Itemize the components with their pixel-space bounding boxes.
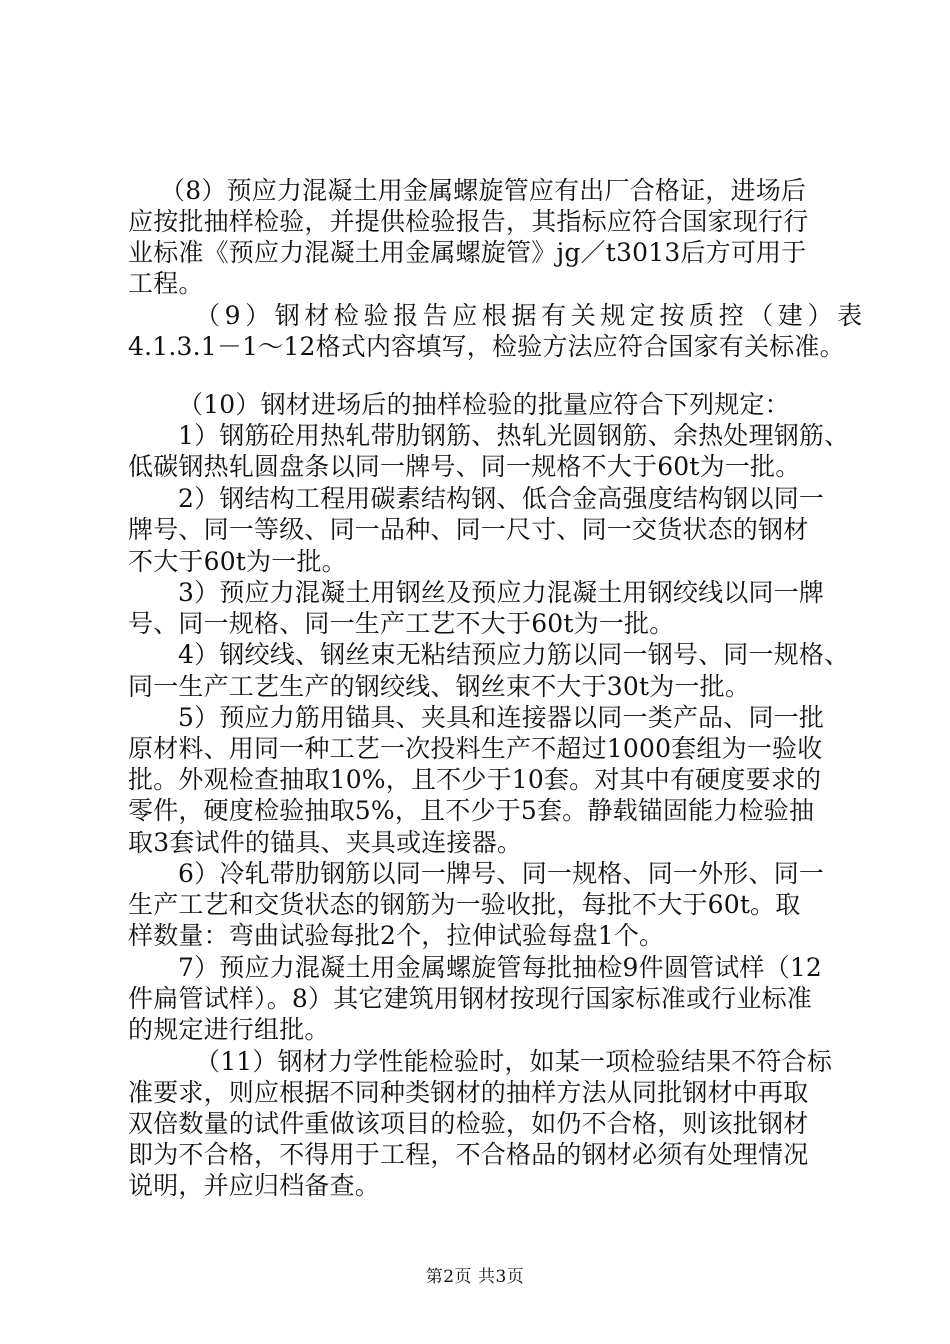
text-line: （10）钢材进场后的抽样检验的批量应符合下列规定： [178, 390, 790, 419]
text-line: 样数量：弯曲试验每批2个，拉伸试验每盘1个。 [128, 921, 665, 950]
text-line: 低碳钢热轧圆盘条以同一牌号、同一规格不大于60t为一批。 [128, 452, 801, 481]
page-number-footer: 第2页 共3页 [425, 1267, 525, 1287]
text-line: 号、同一规格、同一生产工艺不大于60t为一批。 [128, 609, 675, 638]
text-line: 不大于60t为一批。 [128, 547, 347, 576]
text-line: 同一生产工艺生产的钢绞线、钢丝束不大于30t为一批。 [128, 672, 751, 701]
text-line: 取3套试件的锚具、夹具或连接器。 [128, 828, 523, 857]
text-line: 件扁管试样）。8）其它建筑用钢材按现行国家标准或行业标准 [128, 984, 813, 1013]
text-line: 1）钢筋砼用热轧带肋钢筋、热轧光圆钢筋、余热处理钢筋、 [178, 421, 850, 450]
text-line: 说明，并应归档备查。 [128, 1171, 381, 1200]
text-line: 原材料、用同一种工艺一次投料生产不超过1000套组为一验收 [128, 734, 823, 763]
text-line: 双倍数量的试件重做该项目的检验，如仍不合格，则该批钢材 [128, 1109, 809, 1138]
text-line: 6）冷轧带肋钢筋以同一牌号、同一规格、同一外形、同一 [178, 859, 825, 888]
text-line: 3）预应力混凝土用钢丝及预应力混凝土用钢绞线以同一牌 [178, 578, 825, 607]
text-line: 即为不合格，不得用于工程，不合格品的钢材必须有处理情况 [128, 1140, 809, 1169]
text-line: 生产工艺和交货状态的钢筋为一验收批，每批不大于60t。取 [128, 890, 801, 919]
text-line: 批。外观检查抽取10%，且不少于10套。对其中有硬度要求的 [128, 765, 822, 794]
text-line: 5）预应力筋用锚具、夹具和连接器以同一类产品、同一批 [178, 703, 825, 732]
text-line: 牌号、同一等级、同一品种、同一尺寸、同一交货状态的钢材 [128, 515, 809, 544]
text-line: 应按批抽样检验，并提供检验报告，其指标应符合国家现行行 [128, 207, 809, 236]
text-line: 工程。 [128, 269, 204, 298]
text-line: （8）预应力混凝土用金属螺旋管应有出厂合格证，进场后 [160, 176, 807, 205]
text-line: 4）钢绞线、钢丝束无粘结预应力筋以同一钢号、同一规格、 [178, 640, 850, 669]
text-line: 零件，硬度检验抽取5%，且不少于5套。静载锚固能力检验抽 [128, 796, 815, 825]
text-line: 2）钢结构工程用碳素结构钢、低合金高强度结构钢以同一 [178, 484, 825, 513]
text-line: 7）预应力混凝土用金属螺旋管每批抽检9件圆管试样（12 [178, 953, 823, 982]
text-line: 业标准《预应力混凝土用金属螺旋管》jg／t3013后方可用于 [128, 238, 807, 267]
text-line: 4.1.3.1－1～12格式内容填写，检验方法应符合国家有关标准。 [128, 332, 845, 361]
text-line: （11）钢材力学性能检验时，如某一项检验结果不符合标 [195, 1047, 833, 1076]
text-line: 的规定进行组批。 [128, 1015, 330, 1044]
text-line: （9）钢材检验报告应根据有关规定按质控（建）表 [195, 301, 867, 330]
text-line: 准要求，则应根据不同种类钢材的抽样方法从同批钢材中再取 [128, 1078, 809, 1107]
